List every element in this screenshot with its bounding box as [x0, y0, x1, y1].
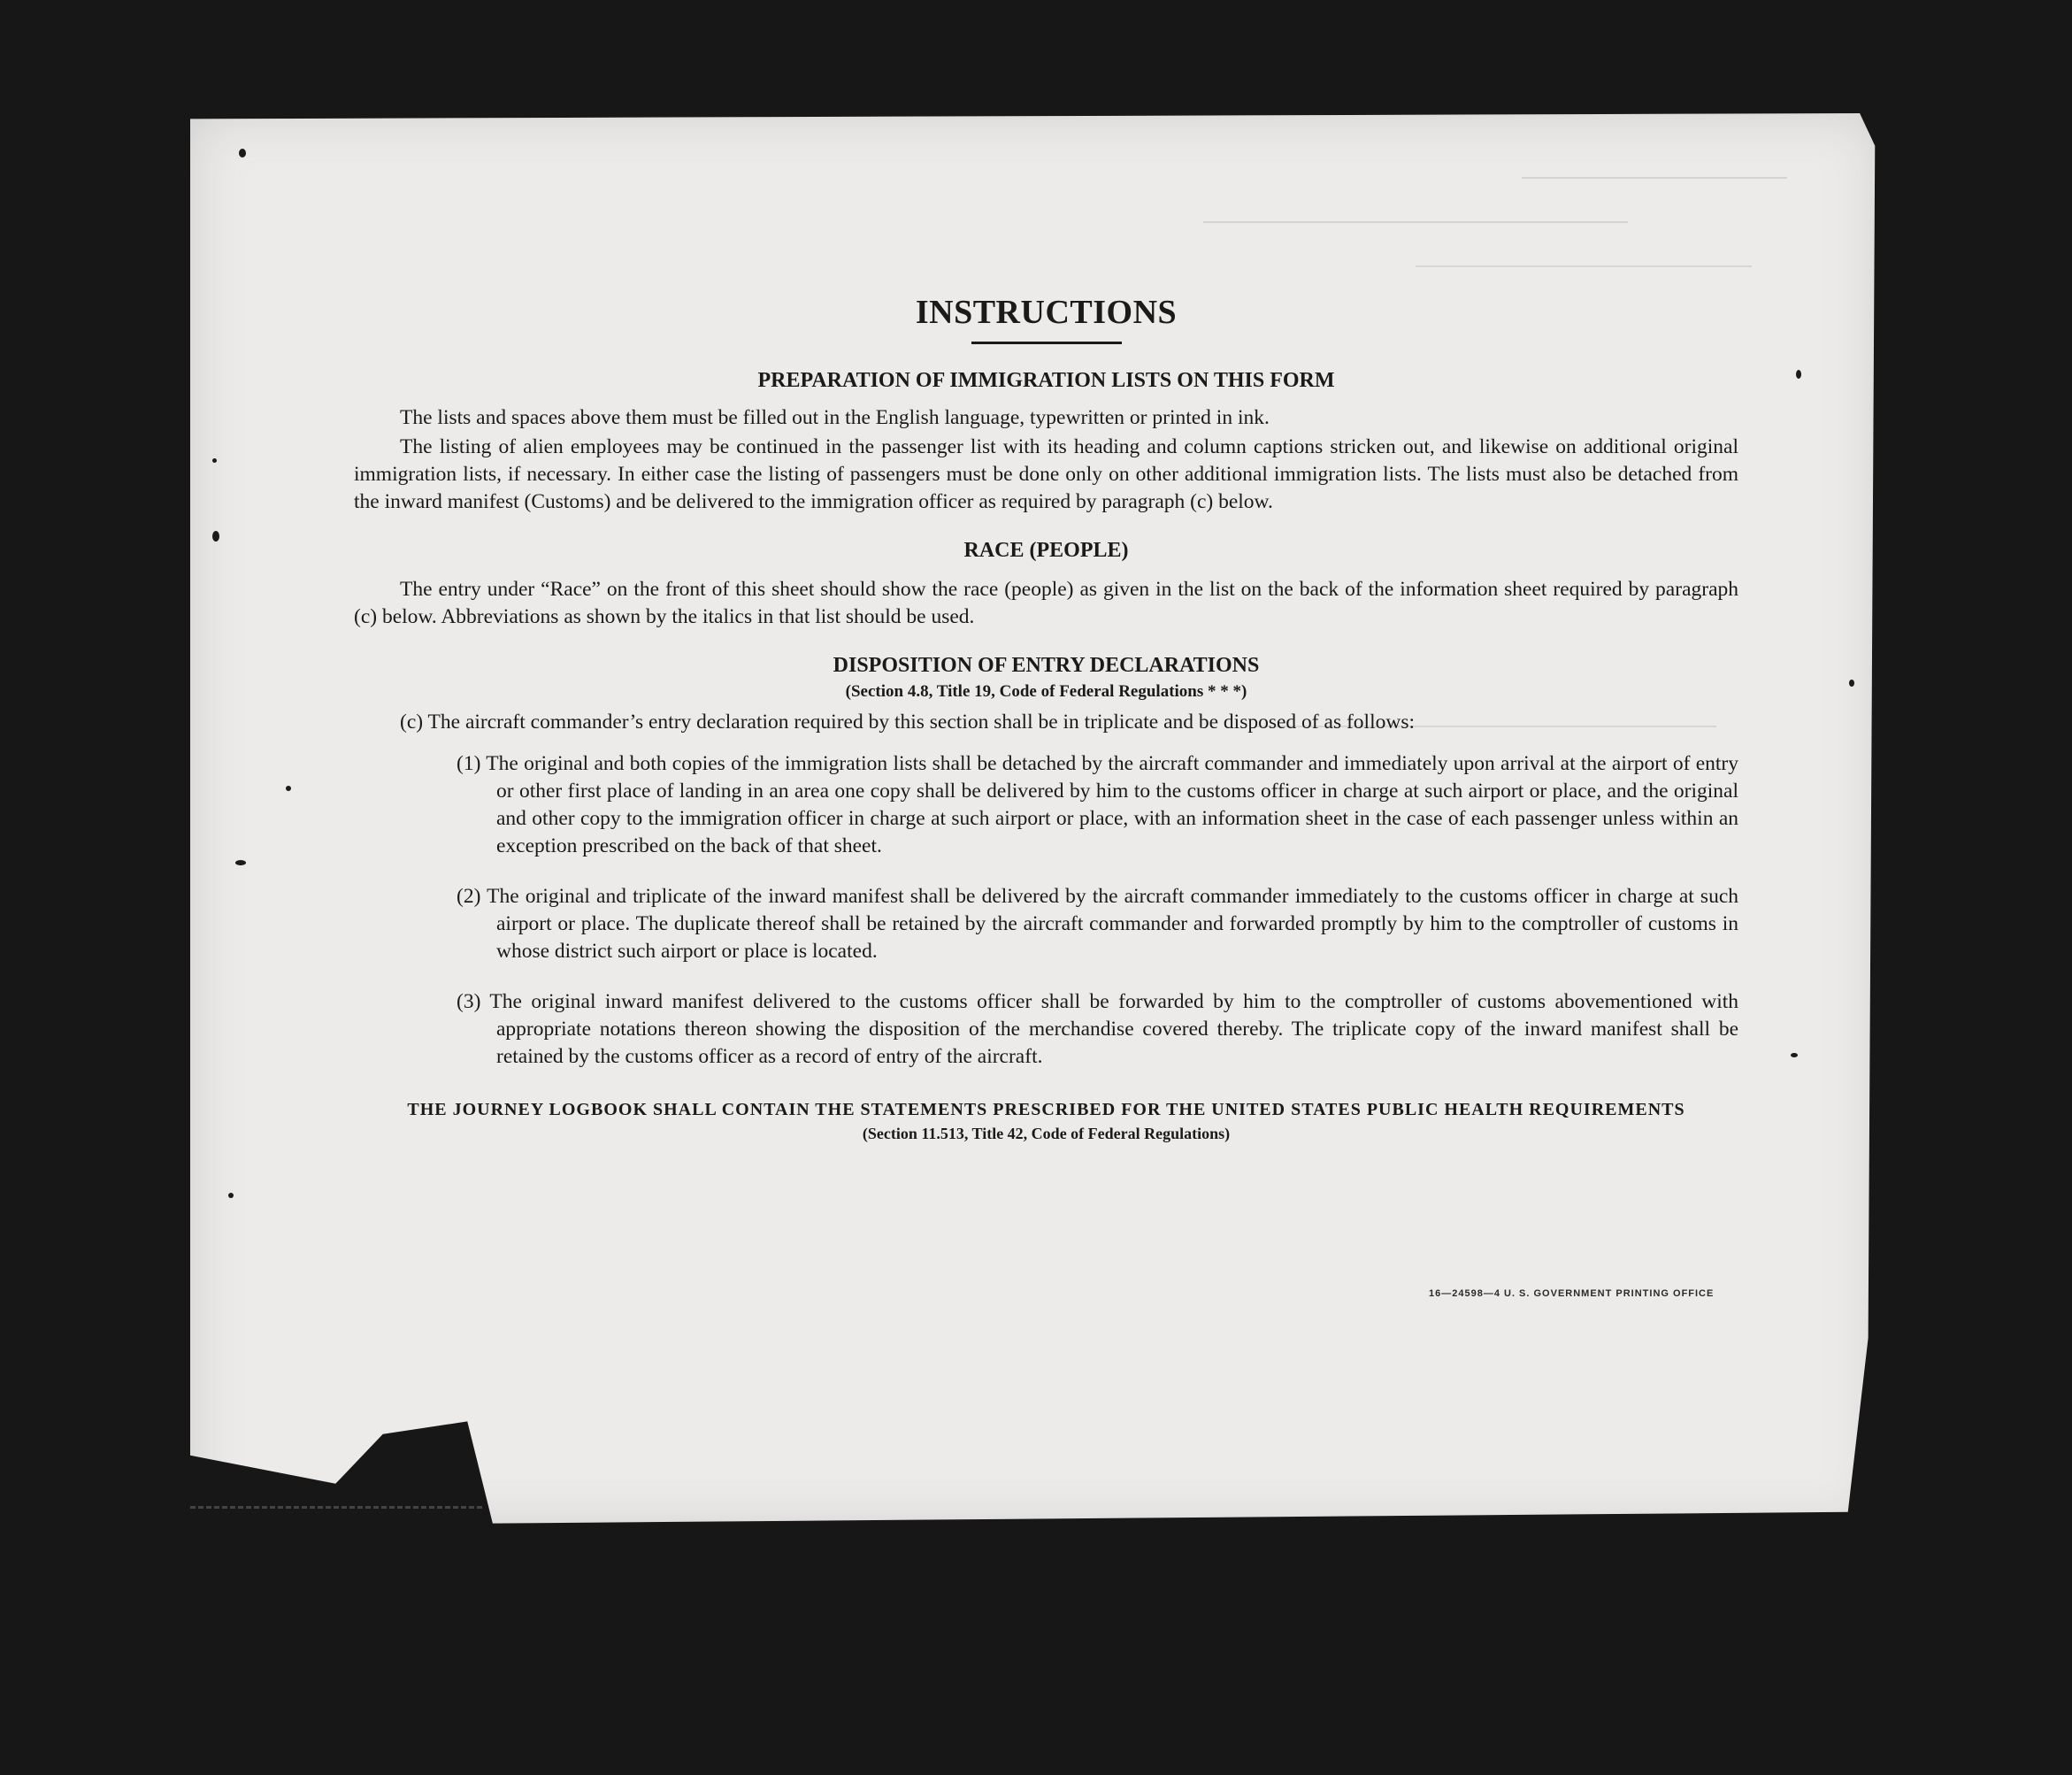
preparation-heading: PREPARATION OF IMMIGRATION LISTS ON THIS FORM	[757, 369, 1335, 392]
health-requirements-citation: (Section 11.513, Title 42, Code of Federal Regulations)	[862, 1125, 1231, 1142]
disposition-citation: (Section 4.8, Title 19, Code of Federal Regulations * * *)	[845, 682, 1247, 701]
show-through-bleed	[1416, 265, 1752, 276]
scan-speck	[239, 149, 246, 158]
scan-speck	[212, 531, 219, 542]
disposition-item-3: (3) The original inward manifest delivered to the customs officer shall be forwarded by him to the comptroller of customs abovementioned with appropriate notations thereon showing the disposition of the merchandise covered thereby. The triplicate copy of the inward manifest shall be retained by the customs officer as a record of entry of the aircraft.	[457, 990, 1738, 1068]
scan-speck	[212, 458, 217, 463]
scan-speck	[1849, 680, 1854, 687]
disposition-item-1: (1) The original and both copies of the immigration lists shall be detached by the aircraft commander and immediately upon arrival at the airport of entry or other first place of landing in an area one copy shall be delivered by him to the customs officer in charge at such airport or place, and the original and other copy to the immigration officer in charge at such airport or place, with an information sheet in the case of each passenger unless within an exception prescribed on the back of that sheet.	[457, 752, 1738, 857]
scan-speck	[286, 786, 291, 791]
preparation-paragraph-2: The listing of alien employees may be continued in the passenger list with its heading and column captions stricken out, and likewise on additional original immigration lists, if necessary. In either case the listing of passengers must be done only on other additional immigration lists. The lists must also be detached from the inward manifest (Customs) and be delivered to the immigration officer as required by paragraph (c) below.	[354, 435, 1738, 513]
perforation-line	[190, 1506, 482, 1509]
scan-speck	[228, 1193, 234, 1198]
health-requirements-statement: THE JOURNEY LOGBOOK SHALL CONTAIN THE STATEMENTS PRESCRIBED FOR THE UNITED STATES PUBLIC HEALTH REQUIREMENTS	[407, 1100, 1685, 1119]
race-paragraph: The entry under “Race” on the front of this sheet should show the race (people) as given in the list on the back of the information sheet required by paragraph (c) below. Abbreviations as shown by the italics in that list should be used.	[354, 578, 1738, 628]
race-heading: RACE (PEOPLE)	[963, 539, 1129, 562]
show-through-bleed	[1203, 221, 1628, 232]
printing-office-imprint: 16—24598—4 U. S. GOVERNMENT PRINTING OFFICE	[1429, 1288, 1715, 1299]
show-through-bleed	[1522, 177, 1787, 188]
preparation-paragraph-1: The lists and spaces above them must be filled out in the English language, typewritten or printed in ink.	[400, 406, 1270, 429]
disposition-item-2: (2) The original and triplicate of the inward manifest shall be delivered by the aircraft commander immediately to the customs officer in charge at such airport or place. The duplicate thereof shall be retained by the aircraft commander and forwarded promptly by him to the comptroller of customs in whose district such airport or place is located.	[457, 885, 1738, 963]
scan-speck	[1796, 370, 1801, 379]
instructions-document	[354, 292, 1738, 1145]
scan-speck	[235, 860, 246, 865]
disposition-intro: (c) The aircraft commander’s entry declaration required by this section shall be in triplicate and be disposed of as follows:	[400, 711, 1415, 734]
scan-speck	[1791, 1053, 1798, 1057]
disposition-heading: DISPOSITION OF ENTRY DECLARATIONS	[833, 654, 1260, 677]
title-underline	[971, 342, 1122, 344]
page-title: INSTRUCTIONS	[915, 294, 1178, 331]
